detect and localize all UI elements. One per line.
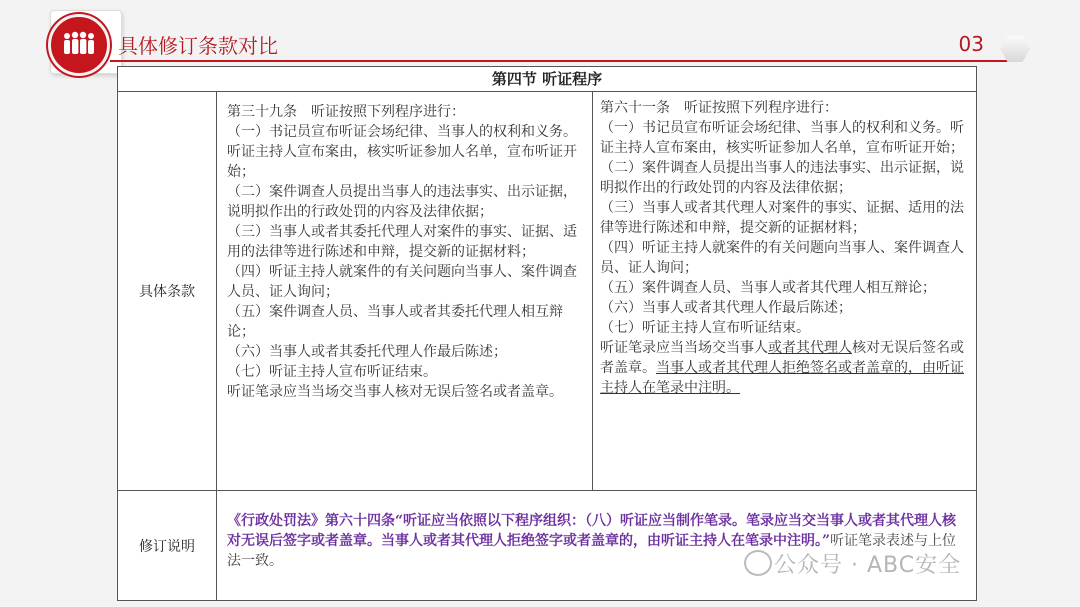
new-clause-line: （六）当事人或者其代理人作最后陈述；: [600, 300, 852, 316]
old-clause-line: （五）案件调查人员、当事人或者其委托代理人相互辩论；: [227, 304, 563, 340]
old-clause-line: 听证笔录应当当场交当事人核对无误后签名或者盖章。: [227, 384, 563, 400]
old-clause-line: （六）当事人或者其委托代理人作最后陈述；: [227, 344, 507, 360]
wechat-icon: [744, 550, 772, 576]
new-clause-line: （三）当事人或者其代理人对案件的事实、证据、适用的法律等进行陈述和申辩，提交新的证据材料；: [600, 200, 964, 236]
old-clause-line: （四）听证主持人就案件的有关问题向当事人、案件调查人员、证人询问；: [227, 264, 577, 300]
new-clause-line: 第六十一条 听证按照下列程序进行：: [600, 100, 838, 116]
row-label-notes: 修订说明: [118, 490, 217, 601]
new-clause-line: （一）书记员宣布听证会场纪律、当事人的权利和义务。听证主持人宣布案由，核实听证参加人名单，宣布听证开始；: [600, 120, 964, 156]
new-clause-line: （五）案件调查人员、当事人或者其代理人相互辩论；: [600, 280, 936, 296]
people-group-icon: [61, 30, 97, 60]
logo-badge: [48, 14, 110, 76]
new-clause-final: [600, 338, 970, 398]
comparison-table: [117, 66, 977, 601]
old-clause-line: 第三十九条 听证按照下列程序进行：: [227, 104, 465, 120]
old-clause-line: （七）听证主持人宣布听证结束。: [227, 364, 437, 380]
old-clauses-cell: [217, 92, 593, 490]
watermark: 公众号 · ABC安全: [774, 553, 962, 578]
new-clause-line: （四）听证主持人就案件的有关问题向当事人、案件调查人员、证人询问；: [600, 240, 964, 276]
new-clause-text: 核对无误后签名或者盖章。: [600, 340, 964, 376]
old-clause-line: （一）书记员宣布听证会场纪律、当事人的权利和义务。听证主持人宣布案由，核实听证参加人名单，宣布听证开始；: [227, 124, 577, 180]
page-number: 03: [958, 32, 984, 56]
page-title: 具体修订条款对比: [118, 34, 278, 58]
new-clause-line: （二）案件调查人员提出当事人的违法事实、出示证据，说明拟作出的行政处罚的内容及法律依据；: [600, 160, 964, 196]
hexagon-icon: [1000, 36, 1030, 62]
row-label-clauses: 具体条款: [118, 92, 217, 490]
revision-note-cell: [217, 490, 976, 600]
added-text: 或者其代理人: [768, 340, 852, 356]
old-clause-line: （二）案件调查人员提出当事人的违法事实、出示证据，说明拟作出的行政处罚的内容及法律依据；: [227, 184, 577, 220]
added-text: 当事人或者其代理人拒绝签名或者盖章的，由听证主持人在笔录中注明。: [600, 360, 964, 396]
new-clause-text: 听证笔录应当当场交当事人: [600, 340, 768, 356]
note-conclusion: 听证笔录表述与上位法一致。: [227, 533, 957, 569]
new-clauses-cell: [594, 92, 976, 490]
new-clause-line: （七）听证主持人宣布听证结束。: [600, 320, 810, 336]
header-divider: [110, 60, 1022, 62]
law-quote: 《行政处罚法》第六十四条“听证应当依照以下程序组织：（八）听证应当制作笔录。笔录应当交当事人或者其代理人核对无误后签字或者盖章。当事人或者其代理人拒绝签字或者盖章的，由听证主持人在笔录中注明。”: [227, 513, 957, 549]
section-header: 第四节 听证程序: [118, 67, 976, 92]
old-clause-line: （三）当事人或者其委托代理人对案件的事实、证据、适用的法律等进行陈述和申辩，提交新的证据材料；: [227, 224, 577, 260]
